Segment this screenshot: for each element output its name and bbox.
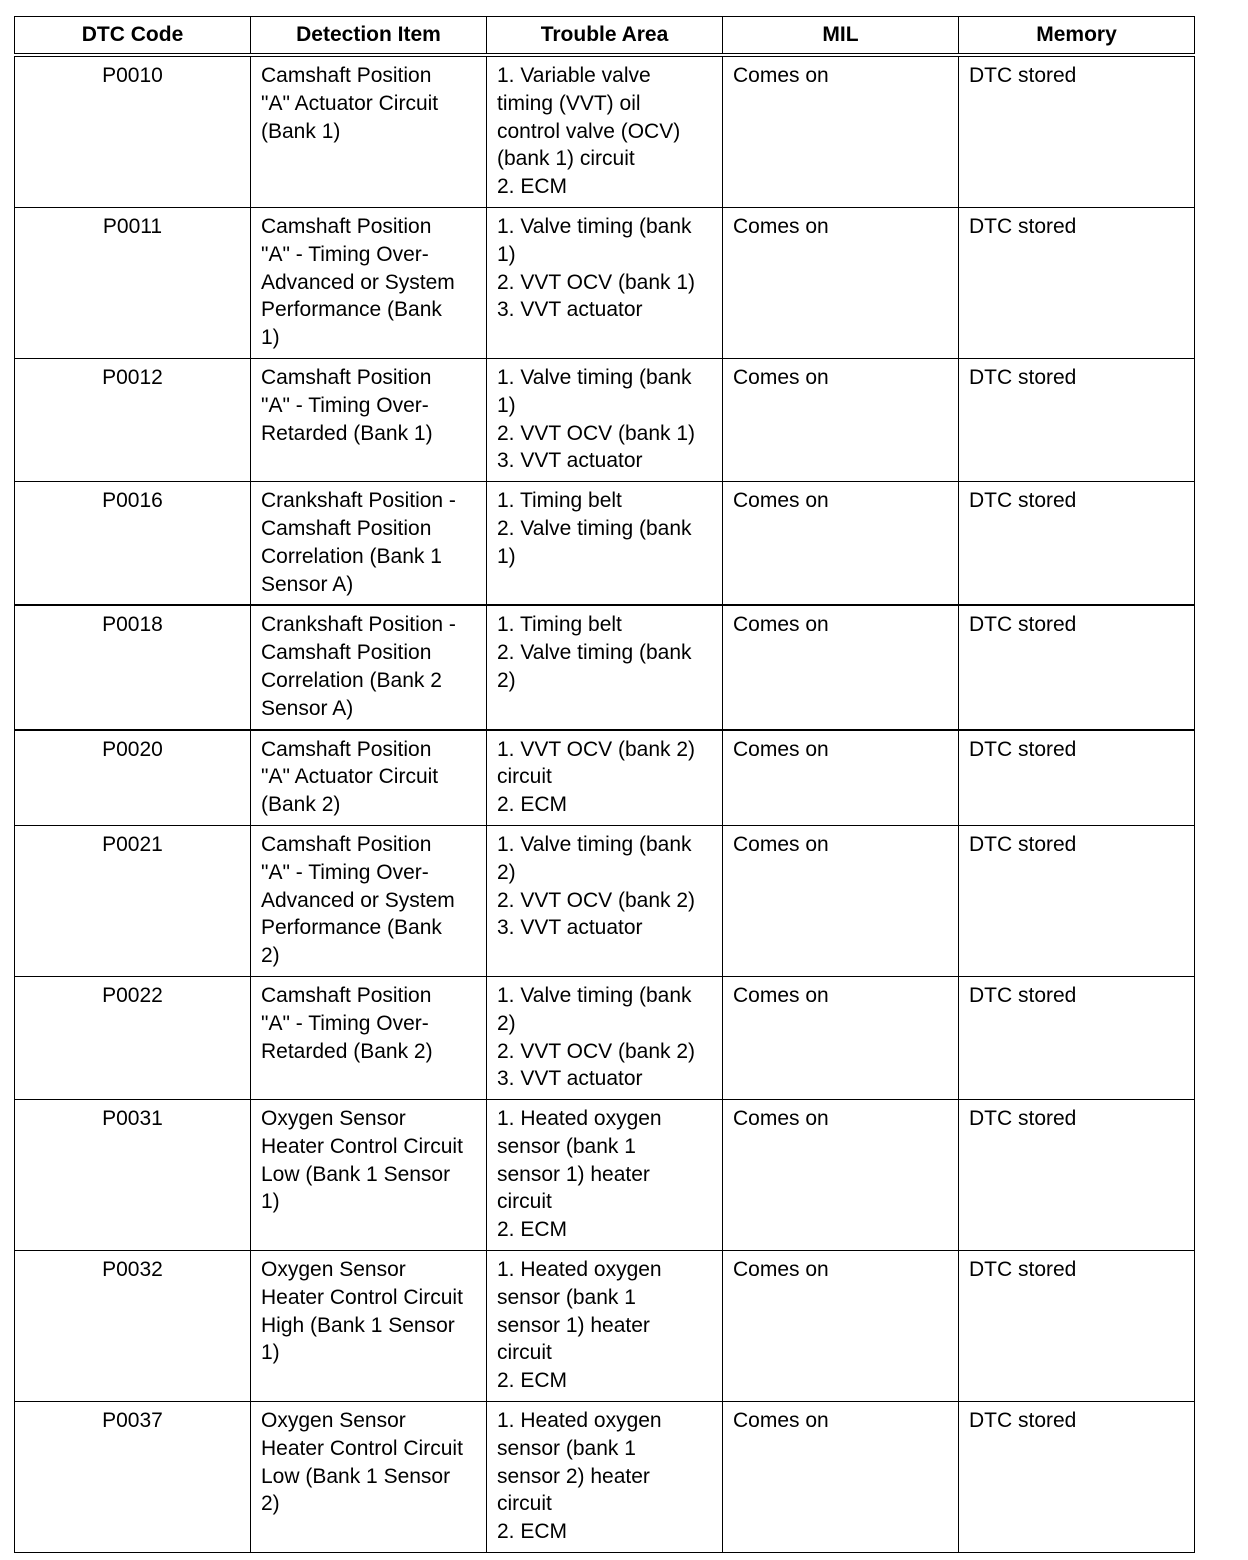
memory-cell: DTC stored	[959, 207, 1195, 358]
header-dtc-code: DTC Code	[15, 17, 251, 56]
table-row	[15, 55, 1195, 207]
detection-item-line: 2)	[261, 1492, 280, 1516]
trouble-area-line: circuit	[497, 1492, 552, 1516]
table-row	[15, 207, 1195, 358]
detection-item-cell	[251, 605, 487, 729]
detection-item-line: Sensor A)	[261, 696, 354, 720]
trouble-area-cell	[487, 1402, 723, 1553]
memory-cell: DTC stored	[959, 605, 1195, 729]
mil-cell: Comes on	[723, 825, 959, 976]
detection-item-line: Camshaft Position	[261, 983, 432, 1007]
trouble-area-line: 2. VVT OCV (bank 2)	[497, 1039, 696, 1063]
dtc-code-cell: P0032	[15, 1251, 251, 1402]
trouble-area-line: 1)	[497, 393, 516, 417]
dtc-code-cell: P0010	[15, 55, 251, 207]
detection-item-line: "A" - Timing Over-	[261, 860, 429, 884]
mil-cell: Comes on	[723, 482, 959, 606]
trouble-area-line: 1. Valve timing (bank	[497, 983, 692, 1007]
header-detection-item: Detection Item	[251, 17, 487, 56]
trouble-area-line: 2)	[497, 860, 516, 884]
table-row	[15, 605, 1195, 729]
detection-item-cell	[251, 1100, 487, 1251]
table-row	[15, 358, 1195, 481]
detection-item-line: Heater Control Circuit	[261, 1436, 463, 1460]
detection-item-cell	[251, 358, 487, 481]
mil-cell: Comes on	[723, 55, 959, 207]
trouble-area-line: 2. VVT OCV (bank 1)	[497, 270, 696, 294]
detection-item-line: High (Bank 1 Sensor	[261, 1313, 455, 1337]
table-row	[15, 1251, 1195, 1402]
trouble-area-line: circuit	[497, 1341, 552, 1365]
detection-item-line: Correlation (Bank 2	[261, 668, 442, 692]
memory-cell: DTC stored	[959, 358, 1195, 481]
dtc-code-cell: P0011	[15, 207, 251, 358]
trouble-area-cell	[487, 358, 723, 481]
dtc-code-cell: P0021	[15, 825, 251, 976]
dtc-code-cell: P0022	[15, 976, 251, 1099]
mil-cell: Comes on	[723, 1100, 959, 1251]
detection-item-line: Advanced or System	[261, 270, 455, 294]
detection-item-line: Low (Bank 1 Sensor	[261, 1162, 451, 1186]
detection-item-line: Camshaft Position	[261, 365, 432, 389]
trouble-area-line: 1. Heated oxygen	[497, 1258, 662, 1282]
trouble-area-line: 1. Valve timing (bank	[497, 214, 692, 238]
trouble-area-cell	[487, 1251, 723, 1402]
trouble-area-line: 2)	[497, 1011, 516, 1035]
detection-item-line: Camshaft Position	[261, 64, 432, 87]
trouble-area-line: 2. Valve timing (bank	[497, 641, 692, 665]
header-trouble-area: Trouble Area	[487, 17, 723, 56]
detection-item-line: Retarded (Bank 2)	[261, 1039, 433, 1063]
memory-cell: DTC stored	[959, 730, 1195, 826]
trouble-area-cell	[487, 1100, 723, 1251]
detection-item-line: "A" Actuator Circuit	[261, 91, 439, 115]
trouble-area-line: sensor (bank 1	[497, 1134, 636, 1158]
trouble-area-line: sensor 1) heater	[497, 1162, 650, 1186]
detection-item-line: Camshaft Position	[261, 516, 432, 540]
dtc-code-cell: P0012	[15, 358, 251, 481]
detection-item-line: Camshaft Position	[261, 832, 432, 856]
table-row	[15, 482, 1195, 606]
dtc-code-cell: P0037	[15, 1402, 251, 1553]
table-row	[15, 1100, 1195, 1251]
trouble-area-line: timing (VVT) oil	[497, 91, 641, 115]
trouble-area-cell	[487, 976, 723, 1099]
detection-item-line: "A" - Timing Over-	[261, 1011, 429, 1035]
trouble-area-cell	[487, 55, 723, 207]
trouble-area-line: circuit	[497, 765, 552, 789]
detection-item-line: Sensor A)	[261, 572, 354, 596]
mil-cell: Comes on	[723, 976, 959, 1099]
trouble-area-line: sensor 2) heater	[497, 1464, 650, 1488]
mil-cell: Comes on	[723, 730, 959, 826]
memory-cell: DTC stored	[959, 825, 1195, 976]
trouble-area-line: sensor (bank 1	[497, 1285, 636, 1309]
mil-cell: Comes on	[723, 358, 959, 481]
detection-item-line: Heater Control Circuit	[261, 1285, 463, 1309]
detection-item-line: Heater Control Circuit	[261, 1134, 463, 1158]
trouble-area-line: 1. Heated oxygen	[497, 1409, 662, 1433]
detection-item-line: Retarded (Bank 1)	[261, 421, 433, 445]
trouble-area-line: 2. ECM	[497, 793, 568, 817]
detection-item-line: Oxygen Sensor	[261, 1107, 406, 1131]
detection-item-line: Crankshaft Position -	[261, 613, 456, 637]
trouble-area-line: 2. Valve timing (bank	[497, 516, 692, 540]
trouble-area-line: sensor (bank 1	[497, 1436, 636, 1460]
trouble-area-line: circuit	[497, 1190, 552, 1214]
detection-item-line: Crankshaft Position -	[261, 489, 456, 513]
trouble-area-cell	[487, 207, 723, 358]
detection-item-cell	[251, 55, 487, 207]
trouble-area-line: 1. Valve timing (bank	[497, 832, 692, 856]
trouble-area-line: 1. Variable valve	[497, 64, 651, 87]
table-row	[15, 976, 1195, 1099]
detection-item-line: Camshaft Position	[261, 641, 432, 665]
header-row	[15, 17, 1195, 56]
detection-item-cell	[251, 1402, 487, 1553]
trouble-area-cell	[487, 825, 723, 976]
trouble-area-cell	[487, 482, 723, 606]
detection-item-cell	[251, 730, 487, 826]
trouble-area-line: 2. VVT OCV (bank 2)	[497, 888, 696, 912]
trouble-area-line: 3. VVT actuator	[497, 298, 643, 322]
detection-item-cell	[251, 482, 487, 606]
trouble-area-line: 3. VVT actuator	[497, 449, 643, 473]
trouble-area-line: 1. Timing belt	[497, 489, 622, 513]
header-memory: Memory	[959, 17, 1195, 56]
detection-item-cell	[251, 207, 487, 358]
detection-item-line: Oxygen Sensor	[261, 1409, 406, 1433]
detection-item-line: 1)	[261, 1190, 280, 1214]
detection-item-line: Correlation (Bank 1	[261, 544, 442, 568]
detection-item-line: Performance (Bank	[261, 916, 442, 940]
detection-item-cell	[251, 1251, 487, 1402]
trouble-area-line: 2. ECM	[497, 1218, 568, 1242]
trouble-area-line: control valve (OCV)	[497, 119, 681, 143]
detection-item-line: Low (Bank 1 Sensor	[261, 1464, 451, 1488]
dtc-code-cell: P0020	[15, 730, 251, 826]
memory-cell: DTC stored	[959, 1402, 1195, 1553]
dtc-table	[14, 16, 1195, 1553]
detection-item-line: 2)	[261, 944, 280, 968]
trouble-area-line: sensor 1) heater	[497, 1313, 650, 1337]
mil-cell: Comes on	[723, 605, 959, 729]
detection-item-line: Performance (Bank	[261, 298, 442, 322]
detection-item-line: (Bank 1)	[261, 119, 341, 143]
memory-cell: DTC stored	[959, 976, 1195, 1099]
detection-item-line: "A" Actuator Circuit	[261, 765, 439, 789]
dtc-code-cell: P0031	[15, 1100, 251, 1251]
table-row	[15, 730, 1195, 826]
detection-item-line: (Bank 2)	[261, 793, 341, 817]
trouble-area-line: 1)	[497, 242, 516, 266]
detection-item-cell	[251, 976, 487, 1099]
trouble-area-line: 3. VVT actuator	[497, 916, 643, 940]
header-mil: MIL	[723, 17, 959, 56]
detection-item-line: Camshaft Position	[261, 214, 432, 238]
trouble-area-line: 2)	[497, 668, 516, 692]
trouble-area-line: 1. Valve timing (bank	[497, 365, 692, 389]
detection-item-line: 1)	[261, 326, 280, 350]
table-body	[15, 55, 1195, 1553]
mil-cell: Comes on	[723, 1402, 959, 1553]
trouble-area-line: 1. Timing belt	[497, 613, 622, 637]
trouble-area-line: 1)	[497, 544, 516, 568]
dtc-code-cell: P0016	[15, 482, 251, 606]
table-row	[15, 825, 1195, 976]
dtc-code-cell: P0018	[15, 605, 251, 729]
detection-item-line: "A" - Timing Over-	[261, 242, 429, 266]
mil-cell: Comes on	[723, 1251, 959, 1402]
memory-cell: DTC stored	[959, 55, 1195, 207]
memory-cell: DTC stored	[959, 1251, 1195, 1402]
trouble-area-cell	[487, 605, 723, 729]
detection-item-line: 1)	[261, 1341, 280, 1365]
trouble-area-line: 2. ECM	[497, 1369, 568, 1393]
trouble-area-line: 1. VVT OCV (bank 2)	[497, 737, 696, 761]
trouble-area-line: 1. Heated oxygen	[497, 1107, 662, 1131]
trouble-area-line: 2. ECM	[497, 175, 568, 199]
table-header	[15, 17, 1195, 56]
detection-item-line: "A" - Timing Over-	[261, 393, 429, 417]
trouble-area-line: 2. ECM	[497, 1520, 568, 1544]
detection-item-line: Advanced or System	[261, 888, 455, 912]
trouble-area-line: 3. VVT actuator	[497, 1067, 643, 1091]
memory-cell: DTC stored	[959, 482, 1195, 606]
detection-item-cell	[251, 825, 487, 976]
table-row	[15, 1402, 1195, 1553]
memory-cell: DTC stored	[959, 1100, 1195, 1251]
trouble-area-cell	[487, 730, 723, 826]
detection-item-line: Camshaft Position	[261, 737, 432, 761]
detection-item-line: Oxygen Sensor	[261, 1258, 406, 1282]
trouble-area-line: 2. VVT OCV (bank 1)	[497, 421, 696, 445]
mil-cell: Comes on	[723, 207, 959, 358]
trouble-area-line: (bank 1) circuit	[497, 147, 635, 171]
